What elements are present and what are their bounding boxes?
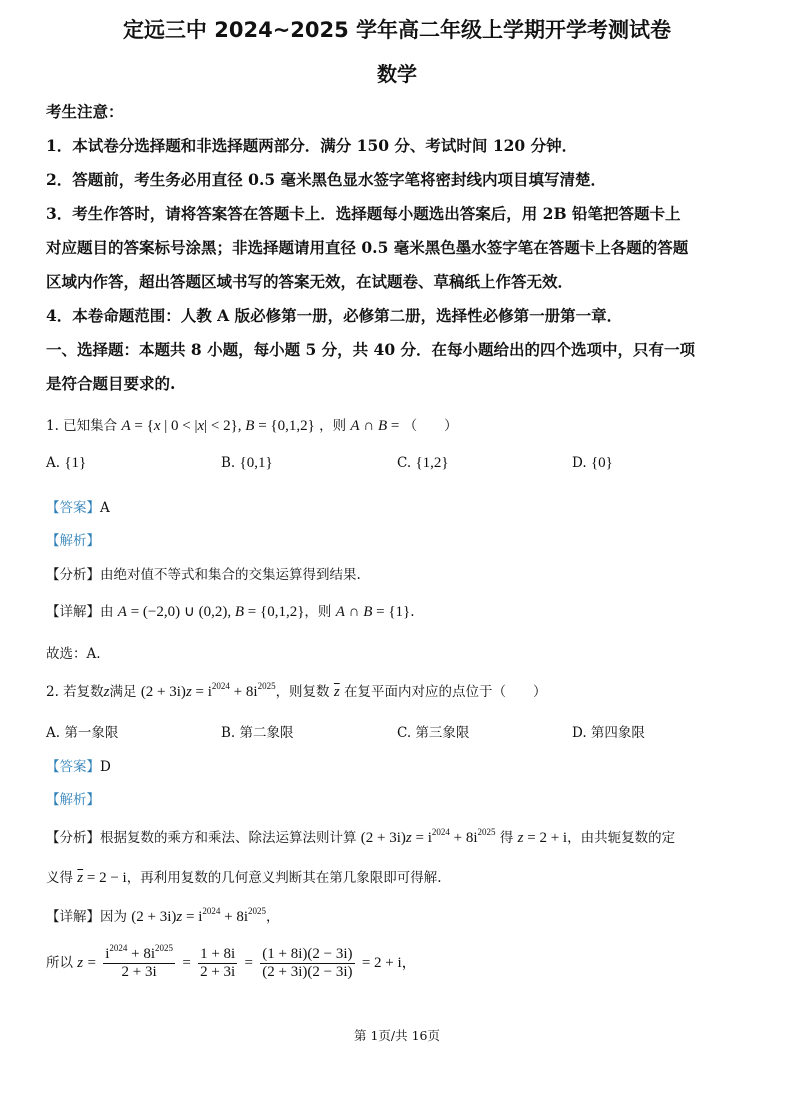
q2-fenxi-line-1 [46,826,675,847]
q1-detail-end: . [410,604,415,620]
section-heading-line-2: 是符合题目要求的. [46,374,176,393]
q2-fenxi-d: 义得 [46,870,73,886]
q1-detail-result: A ∩ B = {1} [335,604,411,620]
q1-option-b [221,455,273,472]
q2-analysis-tag: 【解析】 [46,792,100,808]
q2-fenxi-e: ，再利用复数的几何意义判断其在第几象限即可得解. [126,870,442,886]
q2-answer [46,755,111,775]
q2-fenxi-a: 根据复数的乘方和乘法、除法运算法则计算 [100,830,357,846]
question-1-mid: ，则 [319,418,347,434]
q2-detail-comma: ， [266,909,280,925]
q1-answer [46,496,110,516]
q2-suoyi: 所以 [46,954,73,971]
q2-lhs-z: z [77,955,84,972]
q1-analysis-tag: 【解析】 [46,533,100,549]
q2-option-d: D. 第四象限 [572,725,645,741]
q1-option-a-label: A. [46,455,61,471]
q2-detail-line-1 [46,905,280,926]
q2-option-b: B. 第二象限 [221,725,294,741]
notice-item-2: 2．答题前，考生务必用直径 0.5 毫米黑色显水签字笔将密封线内项目填写清楚． [46,170,607,189]
q2-fraction-1: $\frac{i^{2024} + 8i^{2025}}{2 + 3i}$ [105,943,174,981]
question-1-prefix: 1. 已知集合 [46,418,118,434]
page-footer: 第 1页/共 16页 [353,1028,441,1043]
q2-var-z: z [103,684,110,700]
q1-option-b-label: B. [221,455,236,471]
question-2-then: ，则复数 [275,684,330,700]
q1-option-d-label: D. [572,455,587,471]
q1-option-d [572,455,613,472]
q1-fenxi-tag: 【分析】 [46,567,100,583]
q2-fenxi-tag: 【分析】 [46,830,100,846]
q2-fenxi-line-2 [46,866,442,887]
q2-eq-3: = [244,955,253,972]
q2-answer-tag: 【答案】 [46,759,100,775]
q2-result: = 2 + i， [361,955,417,972]
question-2 [46,680,547,701]
q2-fenxi-equation: $(2 + 3i)z = i^{2024} + 8i^{2025}$ [360,827,496,846]
question-1-suffix: （ ） [403,418,458,434]
question-2-prefix: 2. 若复数 [46,684,104,700]
q2-option-a: A. 第一象限 [46,725,119,741]
q1-detail-expression: A = (−2,0) ∪ (0,2), B = {0,1,2} [117,604,305,620]
q2-detail-tag: 【详解】 [46,909,100,925]
q2-detail-a: 因为 [100,909,127,925]
q2-eq-1: = [87,955,96,972]
q1-option-c [397,455,449,472]
notice-item-3-line-2: 对应题目的答案标号涂黑；非选择题请用直径 0.5 毫米黑色墨水签字笔在答题卡上各题的答题 [46,238,689,257]
notice-heading: 考生注意： [46,102,124,121]
notice-item-1: 1．本试卷分选择题和非选择题两部分．满分 150 分、考试时间 120 分钟． [46,136,578,155]
q2-fraction-2: $\frac{1 + 8i}{2 + 3i}$ [200,946,236,981]
question-2-satisfy: 满足 [109,684,137,700]
notice-item-3-line-3: 区域内作答，超出答题区域书写的答案无效，在试题卷、草稿纸上作答无效． [46,272,574,291]
section-heading-line-1: 一、选择题：本题共 8 小题，每小题 5 分，共 40 分．在每小题给出的四个选项中，只有一项 [46,340,696,359]
q1-option-a [46,455,86,472]
page-title: 定远三中 2024~2025 学年高二年级上学期开学考测试卷 [122,18,672,42]
q2-option-c: C. 第三象限 [397,725,470,741]
q1-option-c-label: C. [397,455,412,471]
q1-option-b-value: {0,1} [239,455,273,471]
q1-option-d-value: {0} [590,455,613,471]
q2-detail-line-2 [46,943,417,982]
q2-detail-equation: $(2 + 3i)z = i^{2024} + 8i^{2025}$ [131,906,267,925]
q1-detail-prefix: 由 [100,604,114,620]
q1-choose: 故选：A. [46,646,101,662]
question-1-set-expression: A = {x | 0 < |x| < 2}, B = {0,1,2} [121,418,315,434]
q2-equation: $(2 + 3i)z = i^{2024} + 8i^{2025}$ [140,681,276,700]
q1-detail-mid: ，则 [304,604,332,620]
question-1 [46,414,458,435]
subject-title: 数学 [377,62,417,86]
q2-answer-value: D [100,759,111,775]
q2-eq-2: = [182,955,191,972]
q1-fenxi [46,563,361,583]
question-2-suffix: 在复平面内对应的点位于（ ） [344,684,547,700]
q2-conjugate-z: $\overline{z}$ [333,684,340,700]
q2-fenxi-z: z = 2 + i [517,830,568,846]
q1-option-c-value: {1,2} [415,455,449,471]
q1-detail-tag: 【详解】 [46,604,100,620]
notice-item-4: 4．本卷命题范围：人教 A 版必修第一册，必修第二册，选择性必修第一册第一章． [46,306,623,325]
q2-fenxi-conjugate: $\overline{z} = 2 - i$ [77,870,127,886]
q1-option-a-value: {1} [64,455,87,471]
q1-answer-value: A [100,500,110,516]
q1-answer-tag: 【答案】 [46,500,100,516]
q2-fraction-3: $\frac{(1 + 8i)(2 - 3i)}{(2 + 3i)(2 - 3i)}$ [262,946,353,981]
q1-fenxi-text: 由绝对值不等式和集合的交集运算得到结果. [100,567,361,583]
q2-fenxi-b: 得 [499,830,514,846]
q1-detail [46,600,415,621]
notice-item-3-line-1: 3．考生作答时，请将答案答在答题卡上．选择题每小题选出答案后，用 2B 铅笔把答题卡上 [46,204,681,223]
q2-fenxi-c: ，由共轭复数的定 [567,830,676,846]
question-1-intersection: A ∩ B = [350,418,400,434]
